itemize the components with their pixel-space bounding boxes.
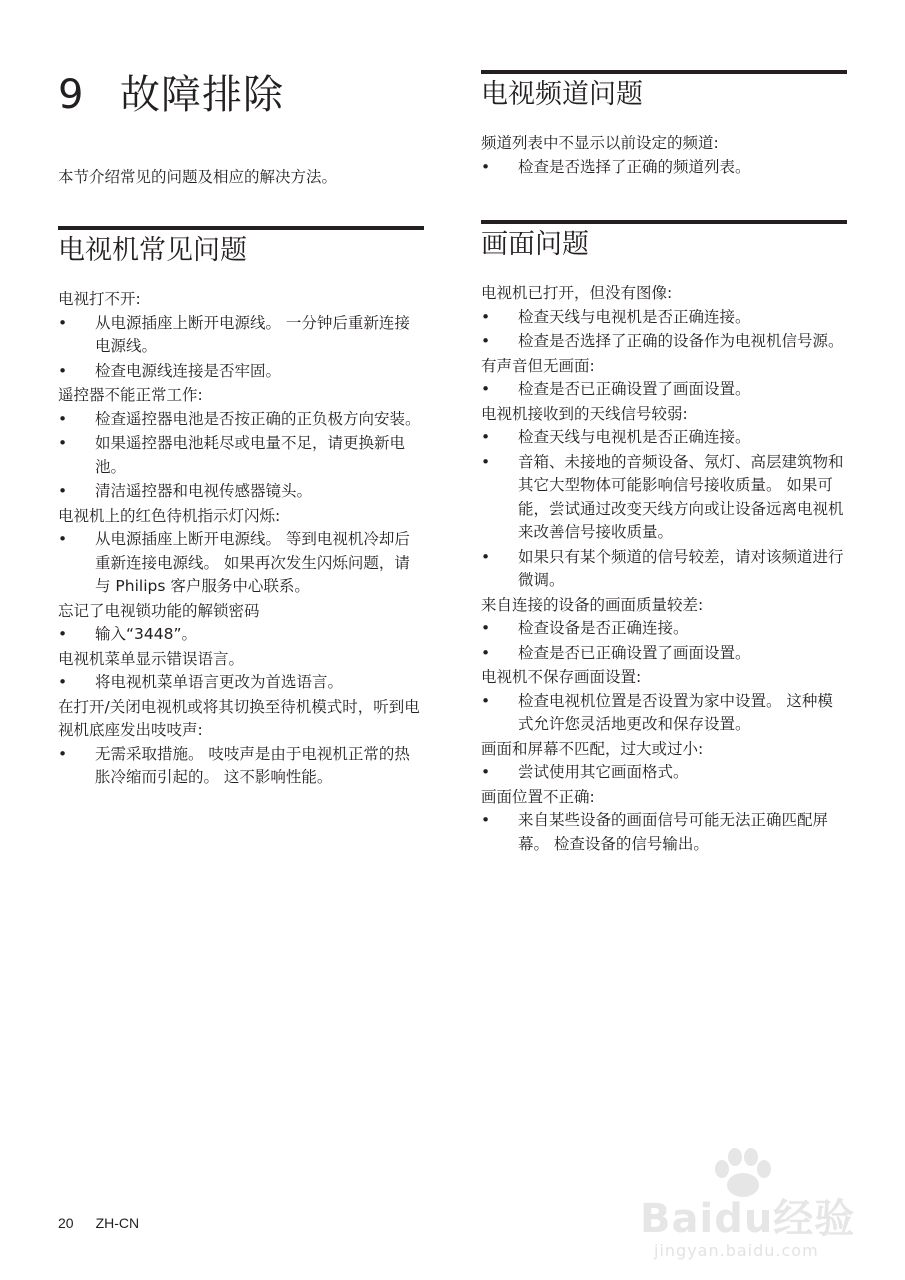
solution-item	[58, 671, 424, 695]
solution-text: 如果只有某个频道的信号较差，请对该频道进行微调。	[518, 547, 844, 589]
bullet-icon: •	[481, 157, 491, 176]
bullet-icon: •	[481, 380, 491, 398]
solution-text: 检查遥控器电池是否按正确的正负极方向安装。	[95, 409, 421, 428]
solution-item	[481, 809, 847, 856]
solution-list	[481, 156, 847, 180]
watermark-url: jingyan.baidu.com	[654, 1241, 819, 1260]
bullet-icon: •	[58, 482, 68, 500]
problem-question: 画面和屏幕不匹配，过大或过小:	[481, 739, 704, 758]
solution-text: 从电源插座上断开电源线。 等到电视机冷却后重新连接电源线。 如果再次发生闪烁问题，请与 Philips 客户服务中心联系。	[95, 530, 410, 595]
solution-text: 无需采取措施。 吱吱声是由于电视机正常的热胀冷缩而引起的。 这不影响性能。	[95, 744, 410, 786]
bullet-icon: •	[481, 332, 491, 350]
watermark-brand: Baidu经验	[640, 1196, 856, 1242]
problem-question: 电视机菜单显示错误语言。	[58, 649, 245, 668]
solution-text: 检查是否已正确设置了画面设置。	[518, 643, 751, 662]
solution-item	[58, 432, 424, 479]
solution-text: 将电视机菜单语言更改为首选语言。	[95, 673, 344, 691]
bullet-icon: •	[481, 547, 491, 566]
problem-list	[481, 282, 847, 856]
bullet-icon: •	[58, 409, 68, 428]
bullet-icon: •	[58, 530, 68, 548]
solution-item	[481, 306, 847, 330]
chapter-heading	[58, 72, 284, 118]
bullet-icon: •	[58, 625, 68, 643]
solution-text: 检查天线与电视机是否正确连接。	[518, 428, 751, 446]
bullet-icon: •	[58, 434, 68, 452]
bullet-icon: •	[58, 313, 68, 332]
problem-question: 频道列表中不显示以前设定的频道:	[481, 134, 719, 152]
solution-text: 输入“3448”。	[95, 625, 198, 643]
bullet-icon: •	[58, 744, 68, 763]
section	[58, 226, 424, 791]
chapter-number: 9	[58, 72, 85, 118]
solution-item	[481, 378, 847, 402]
solution-text: 清洁遥控器和电视传感器镜头。	[95, 482, 313, 500]
solution-item	[481, 617, 847, 641]
section-rule	[58, 226, 424, 230]
solution-item	[481, 451, 847, 545]
solution-text: 来自某些设备的画面信号可能无法正确匹配屏幕。 检查设备的信号输出。	[518, 811, 829, 853]
bullet-icon: •	[481, 428, 491, 446]
problem-question: 忘记了电视锁功能的解锁密码	[58, 601, 260, 620]
solution-list	[481, 761, 847, 785]
solution-list	[481, 690, 847, 737]
solution-list	[481, 617, 847, 665]
solution-item	[58, 408, 424, 432]
solution-text: 尝试使用其它画面格式。	[518, 763, 689, 781]
solution-item	[58, 480, 424, 504]
problem-question: 电视打不开:	[58, 290, 141, 308]
section-rule	[481, 220, 847, 224]
intro-text: 本节介绍常见的问题及相应的解决方法。	[58, 168, 338, 186]
solution-list	[58, 623, 424, 647]
solution-list	[58, 408, 424, 504]
solution-text: 检查设备是否正确连接。	[518, 619, 689, 637]
solution-list	[481, 809, 847, 856]
solution-text: 检查是否已正确设置了画面设置。	[518, 380, 751, 398]
solution-item	[58, 312, 424, 359]
section	[481, 220, 847, 857]
solution-item	[481, 690, 847, 737]
problem-question: 电视机上的红色待机指示灯闪烁:	[58, 506, 281, 525]
solution-text: 检查电视机位置是否设置为家中设置。 这种模式允许您灵活地更改和保存设置。	[518, 691, 833, 733]
bullet-icon: •	[58, 361, 68, 380]
bullet-icon: •	[481, 307, 491, 326]
problem-question: 遥控器不能正常工作:	[58, 386, 203, 404]
solution-list	[481, 378, 847, 402]
solution-item	[481, 330, 847, 354]
page-number: 20	[58, 1215, 74, 1231]
solution-list	[58, 528, 424, 599]
solution-list	[58, 743, 424, 790]
problem-question: 在打开/关闭电视机或将其切换至待机模式时，听到电视机底座发出吱吱声:	[58, 697, 420, 739]
bullet-icon: •	[481, 619, 491, 637]
section	[481, 70, 847, 180]
solution-text: 检查是否选择了正确的频道列表。	[518, 157, 751, 176]
bullet-icon: •	[481, 643, 491, 662]
section-rule	[481, 70, 847, 74]
problem-list	[58, 288, 424, 790]
section-title: 电视机常见问题	[58, 235, 247, 266]
solution-item	[58, 528, 424, 599]
solution-text: 检查天线与电视机是否正确连接。	[518, 307, 751, 326]
solution-list	[481, 306, 847, 354]
bullet-icon: •	[481, 452, 491, 471]
solution-text: 从电源插座上断开电源线。 一分钟后重新连接电源线。	[95, 313, 410, 355]
solution-text: 如果遥控器电池耗尽或电量不足，请更换新电池。	[95, 434, 406, 476]
problem-question: 电视机不保存画面设置:	[481, 668, 642, 686]
solution-item	[481, 426, 847, 450]
solution-item	[58, 360, 424, 384]
solution-item	[58, 743, 424, 790]
solution-text: 音箱、未接地的音频设备、氖灯、高层建筑物和其它大型物体可能影响信号接收质量。 如果可能，尝试通过改变天线方向或让设备远离电视机来改善信号接收质量。	[518, 452, 844, 541]
solution-list	[58, 312, 424, 384]
problem-question: 来自连接的设备的画面质量较差:	[481, 595, 704, 614]
bullet-icon: •	[481, 691, 491, 710]
solution-list	[481, 426, 847, 593]
bullet-icon: •	[481, 763, 491, 781]
solution-item	[58, 623, 424, 647]
language-code: ZH-CN	[95, 1215, 140, 1231]
problem-question: 电视机接收到的天线信号较弱:	[481, 404, 688, 423]
solution-text: 检查是否选择了正确的设备作为电视机信号源。	[518, 332, 844, 350]
page-footer	[58, 1213, 139, 1233]
bullet-icon: •	[58, 673, 68, 691]
problem-question: 有声音但无画面:	[481, 356, 595, 375]
solution-item	[481, 546, 847, 593]
problem-question: 电视机已打开，但没有图像:	[481, 284, 673, 302]
section-title: 画面问题	[481, 229, 589, 260]
baidu-watermark	[640, 1145, 855, 1275]
solution-item	[481, 642, 847, 666]
solution-list	[58, 671, 424, 695]
solution-text: 检查电源线连接是否牢固。	[95, 361, 282, 380]
problem-question: 画面位置不正确:	[481, 787, 595, 806]
chapter-title: 故障排除	[120, 72, 284, 118]
problem-list	[481, 132, 847, 179]
section-title: 电视频道问题	[481, 79, 643, 110]
solution-item	[481, 156, 847, 180]
bullet-icon: •	[481, 811, 491, 829]
solution-item	[481, 761, 847, 785]
